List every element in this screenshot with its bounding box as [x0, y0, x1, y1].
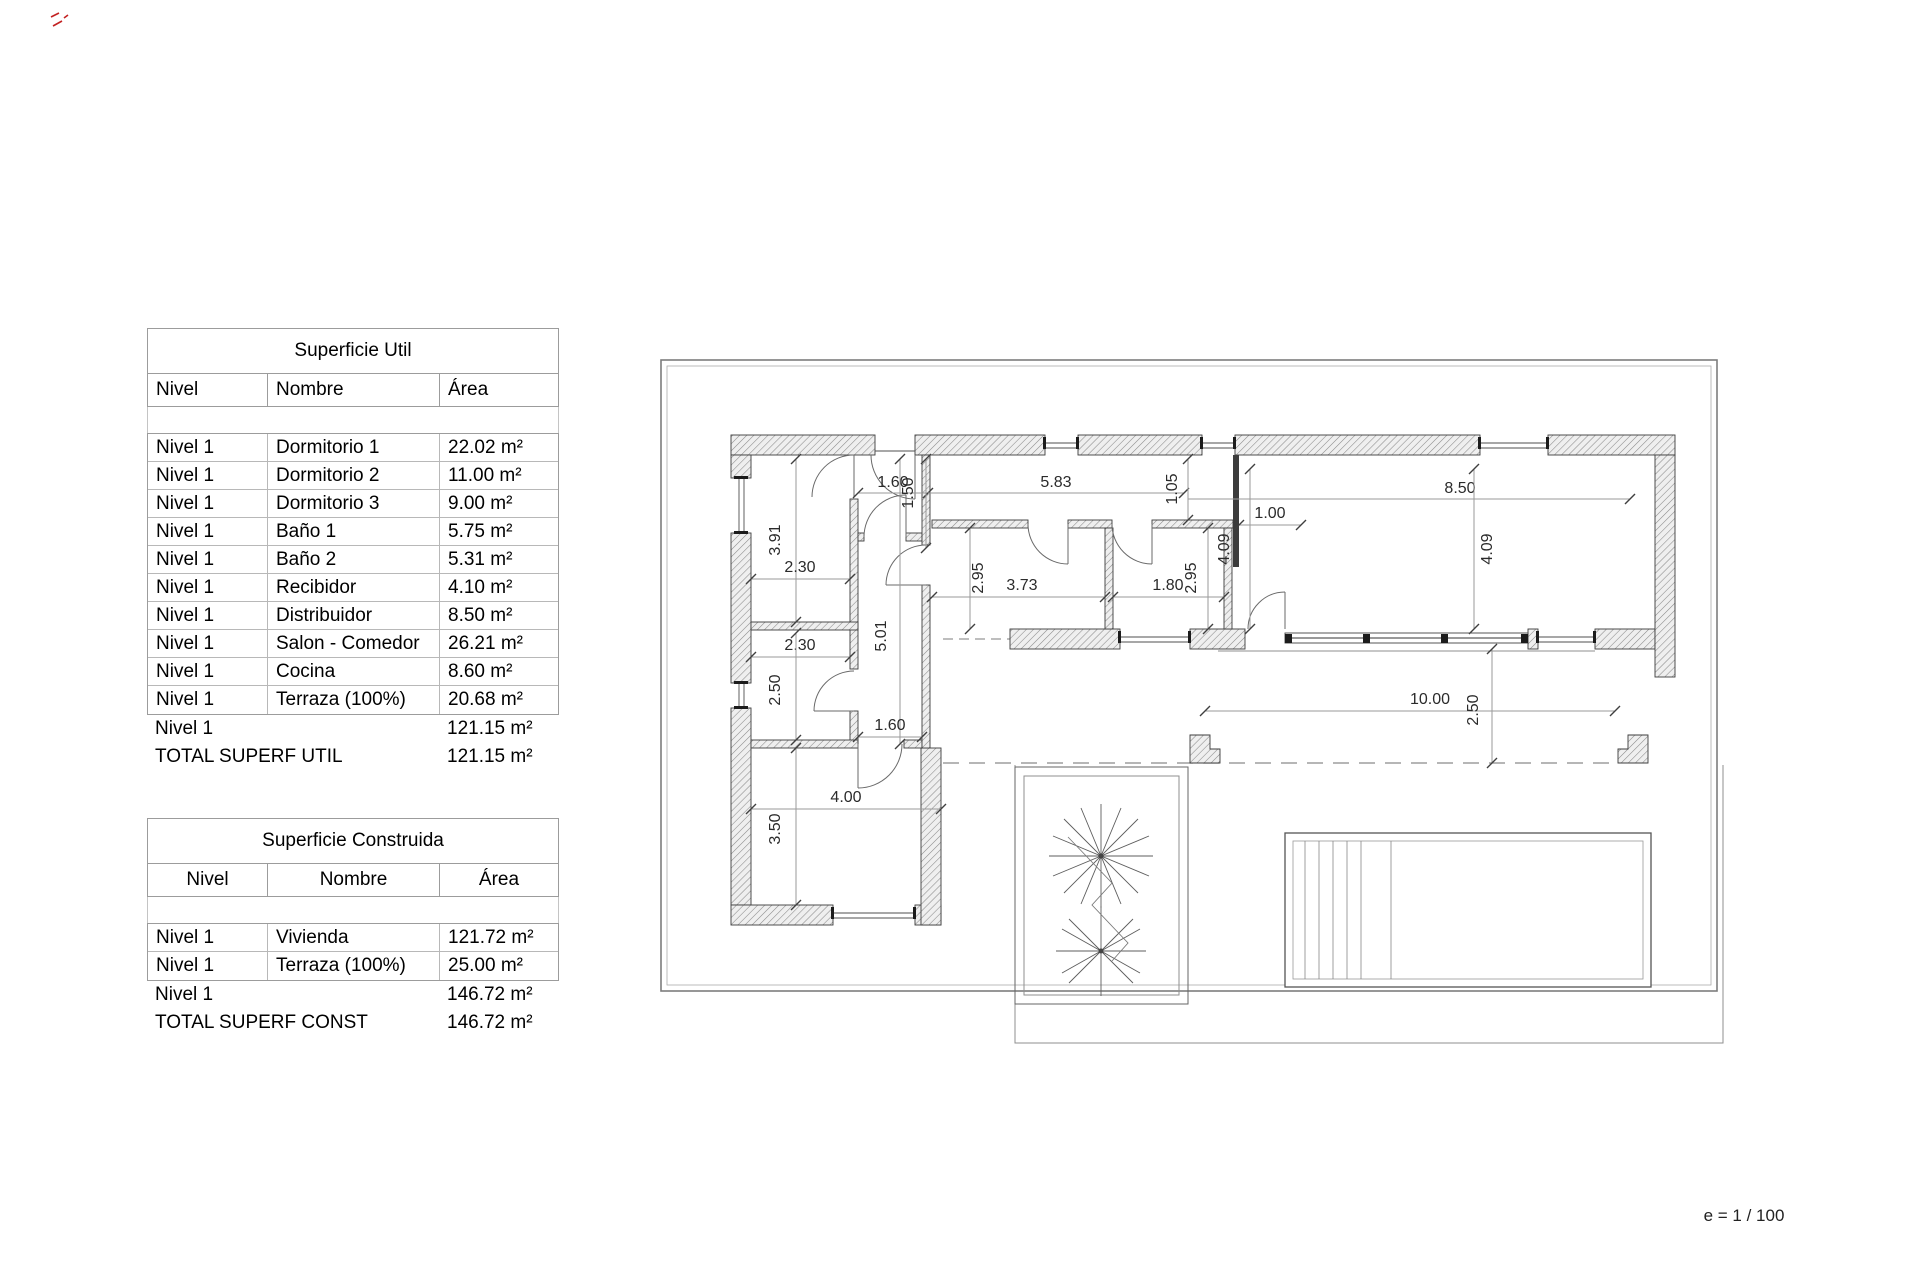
cell-nombre: Distribuidor	[268, 602, 440, 629]
table-row	[148, 952, 558, 980]
cell-nombre: Cocina	[268, 658, 440, 685]
door	[1028, 524, 1068, 564]
svg-text:1.80: 1.80	[1152, 577, 1184, 594]
total-label: TOTAL SUPERF UTIL	[155, 746, 343, 767]
svg-text:3.50: 3.50	[767, 813, 784, 845]
svg-text:4.00: 4.00	[830, 789, 862, 806]
table-row	[148, 462, 558, 490]
cell-nombre: Dormitorio 2	[268, 462, 440, 489]
table-row	[148, 518, 558, 546]
cell-area: 5.31 m²	[448, 548, 513, 570]
svg-text:4.09: 4.09	[1216, 533, 1233, 565]
cell-nombre: Dormitorio 1	[268, 434, 440, 461]
cell-nivel: Nivel 1	[148, 630, 268, 657]
cell-area: 8.50 m²	[448, 604, 513, 626]
door	[858, 744, 902, 788]
cell-nombre: Terraza (100%)	[268, 952, 440, 980]
superficie-util-table	[147, 328, 559, 771]
dimension	[767, 743, 801, 910]
glass-fin-wall	[1233, 455, 1239, 567]
table-row	[148, 434, 558, 462]
svg-text:2.95: 2.95	[1183, 562, 1200, 594]
superficie-util-body	[147, 433, 559, 715]
window	[1536, 631, 1596, 643]
cell-nivel: Nivel 1	[148, 658, 268, 685]
window	[734, 476, 748, 534]
cell-area: 20.68 m²	[448, 689, 523, 710]
table-title: Superficie Construida	[148, 819, 558, 864]
svg-text:2.50: 2.50	[1465, 694, 1482, 726]
cell-area: 121.72 m²	[448, 926, 534, 948]
cell-nivel: Nivel 1	[148, 924, 268, 951]
svg-text:8.50: 8.50	[1444, 480, 1476, 497]
cell-nivel: Nivel 1	[148, 434, 268, 461]
table-spacer	[147, 897, 559, 923]
scale-note: e = 1 / 100	[1703, 1206, 1785, 1225]
cell-nombre: Recibidor	[268, 574, 440, 601]
terrace-pillar-left	[1190, 735, 1220, 763]
dimension	[746, 789, 946, 814]
planter	[1015, 767, 1188, 1004]
cell-nombre: Salon - Comedor	[268, 630, 440, 657]
col-header-nombre: Nombre	[268, 374, 440, 406]
total-row	[147, 743, 559, 771]
pool	[1285, 833, 1651, 987]
cell-nombre: Terraza (100%)	[268, 686, 440, 714]
subtotal-label: Nivel 1	[155, 718, 214, 739]
col-header-nivel: Nivel	[148, 864, 268, 896]
cell-nombre: Baño 1	[268, 518, 440, 545]
svg-text:3.73: 3.73	[1006, 577, 1038, 594]
dimension	[927, 577, 1110, 602]
superficie-construida-header-block	[147, 818, 559, 897]
floor-plan	[660, 359, 1760, 1069]
door	[1112, 524, 1152, 564]
table-title: Superficie Util	[148, 329, 558, 374]
table-row	[148, 490, 558, 518]
dimension	[1200, 691, 1620, 716]
corner-mark	[48, 10, 72, 34]
subtotal-value: 146.72 m²	[447, 984, 533, 1005]
table-header-row	[148, 864, 558, 896]
cell-area: 9.00 m²	[448, 492, 513, 514]
dimension	[1108, 577, 1229, 602]
cell-nombre: Dormitorio 3	[268, 490, 440, 517]
cell-nivel: Nivel 1	[148, 574, 268, 601]
cell-nombre: Vivienda	[268, 924, 440, 951]
dimension	[853, 474, 933, 498]
window	[1043, 437, 1079, 449]
cell-nivel: Nivel 1	[148, 490, 268, 517]
table-row	[148, 546, 558, 574]
svg-text:1.05: 1.05	[1164, 473, 1181, 505]
svg-text:4.09: 4.09	[1479, 533, 1496, 565]
col-header-nombre: Nombre	[268, 864, 440, 896]
cell-nivel: Nivel 1	[148, 462, 268, 489]
dimension	[928, 474, 1189, 498]
svg-text:5.01: 5.01	[873, 620, 890, 652]
window	[1200, 437, 1236, 449]
dimension	[1188, 480, 1635, 504]
total-row	[147, 1009, 559, 1037]
superficie-construida-body	[147, 923, 559, 981]
total-value: 146.72 m²	[447, 1012, 533, 1033]
cell-nivel: Nivel 1	[148, 518, 268, 545]
svg-text:2.95: 2.95	[970, 562, 987, 594]
door	[886, 545, 926, 585]
superficie-construida-table	[147, 818, 559, 1037]
window	[1118, 631, 1191, 643]
tree	[1049, 804, 1153, 908]
dimension	[746, 559, 855, 584]
table-row	[148, 924, 558, 952]
door	[812, 455, 854, 497]
terrace-pillar-right	[1618, 735, 1648, 763]
table-spacer	[147, 407, 559, 433]
svg-text:2.30: 2.30	[784, 559, 816, 576]
window	[831, 907, 916, 919]
dimension	[965, 523, 987, 634]
dimension	[1465, 644, 1497, 768]
table-row	[148, 686, 558, 714]
svg-text:1.60: 1.60	[877, 474, 909, 491]
cell-area: 26.21 m²	[448, 632, 523, 654]
window	[1478, 437, 1549, 449]
subtotal-value: 121.15 m²	[447, 718, 533, 739]
svg-text:5.83: 5.83	[1040, 474, 1072, 491]
cell-area: 11.00 m²	[448, 464, 522, 486]
col-header-nivel: Nivel	[148, 374, 268, 406]
sliding-glass-door	[1285, 633, 1528, 643]
table-row	[148, 630, 558, 658]
dimension	[746, 637, 855, 662]
col-header-area: Área	[448, 379, 489, 400]
cell-nombre: Baño 2	[268, 546, 440, 573]
dimension	[1164, 454, 1193, 525]
table-row	[148, 574, 558, 602]
dimension	[1234, 505, 1306, 530]
door	[814, 671, 854, 711]
svg-text:2.30: 2.30	[784, 637, 816, 654]
col-header-area: Área	[478, 869, 520, 890]
svg-text:1.00: 1.00	[1254, 505, 1286, 522]
svg-text:1.60: 1.60	[874, 717, 906, 734]
dimension	[767, 454, 801, 627]
cell-area: 4.10 m²	[448, 576, 513, 598]
cell-area: 25.00 m²	[448, 955, 523, 976]
svg-text:3.91: 3.91	[767, 524, 784, 556]
subtotal-row	[147, 981, 559, 1009]
table-header-row	[148, 374, 558, 406]
svg-text:10.00: 10.00	[1409, 691, 1451, 708]
cell-area: 5.75 m²	[448, 520, 513, 542]
cell-area: 8.60 m²	[448, 660, 513, 682]
door	[1248, 592, 1285, 629]
subtotal-label: Nivel 1	[155, 984, 214, 1005]
dimension	[1183, 523, 1213, 634]
total-value: 121.15 m²	[447, 746, 533, 767]
cell-nivel: Nivel 1	[148, 546, 268, 573]
subtotal-row	[147, 715, 559, 743]
cell-nivel: Nivel 1	[148, 686, 268, 714]
table-row	[148, 602, 558, 630]
svg-text:1.50: 1.50	[900, 477, 917, 509]
dimension	[853, 717, 927, 742]
window	[734, 681, 748, 709]
cell-nivel: Nivel 1	[148, 952, 268, 980]
tree	[1056, 906, 1146, 996]
cell-area: 22.02 m²	[448, 436, 523, 458]
svg-text:2.50: 2.50	[767, 674, 784, 706]
superficie-util-header-block	[147, 328, 559, 407]
table-row	[148, 658, 558, 686]
cell-nivel: Nivel 1	[148, 602, 268, 629]
total-label: TOTAL SUPERF CONST	[155, 1012, 368, 1033]
